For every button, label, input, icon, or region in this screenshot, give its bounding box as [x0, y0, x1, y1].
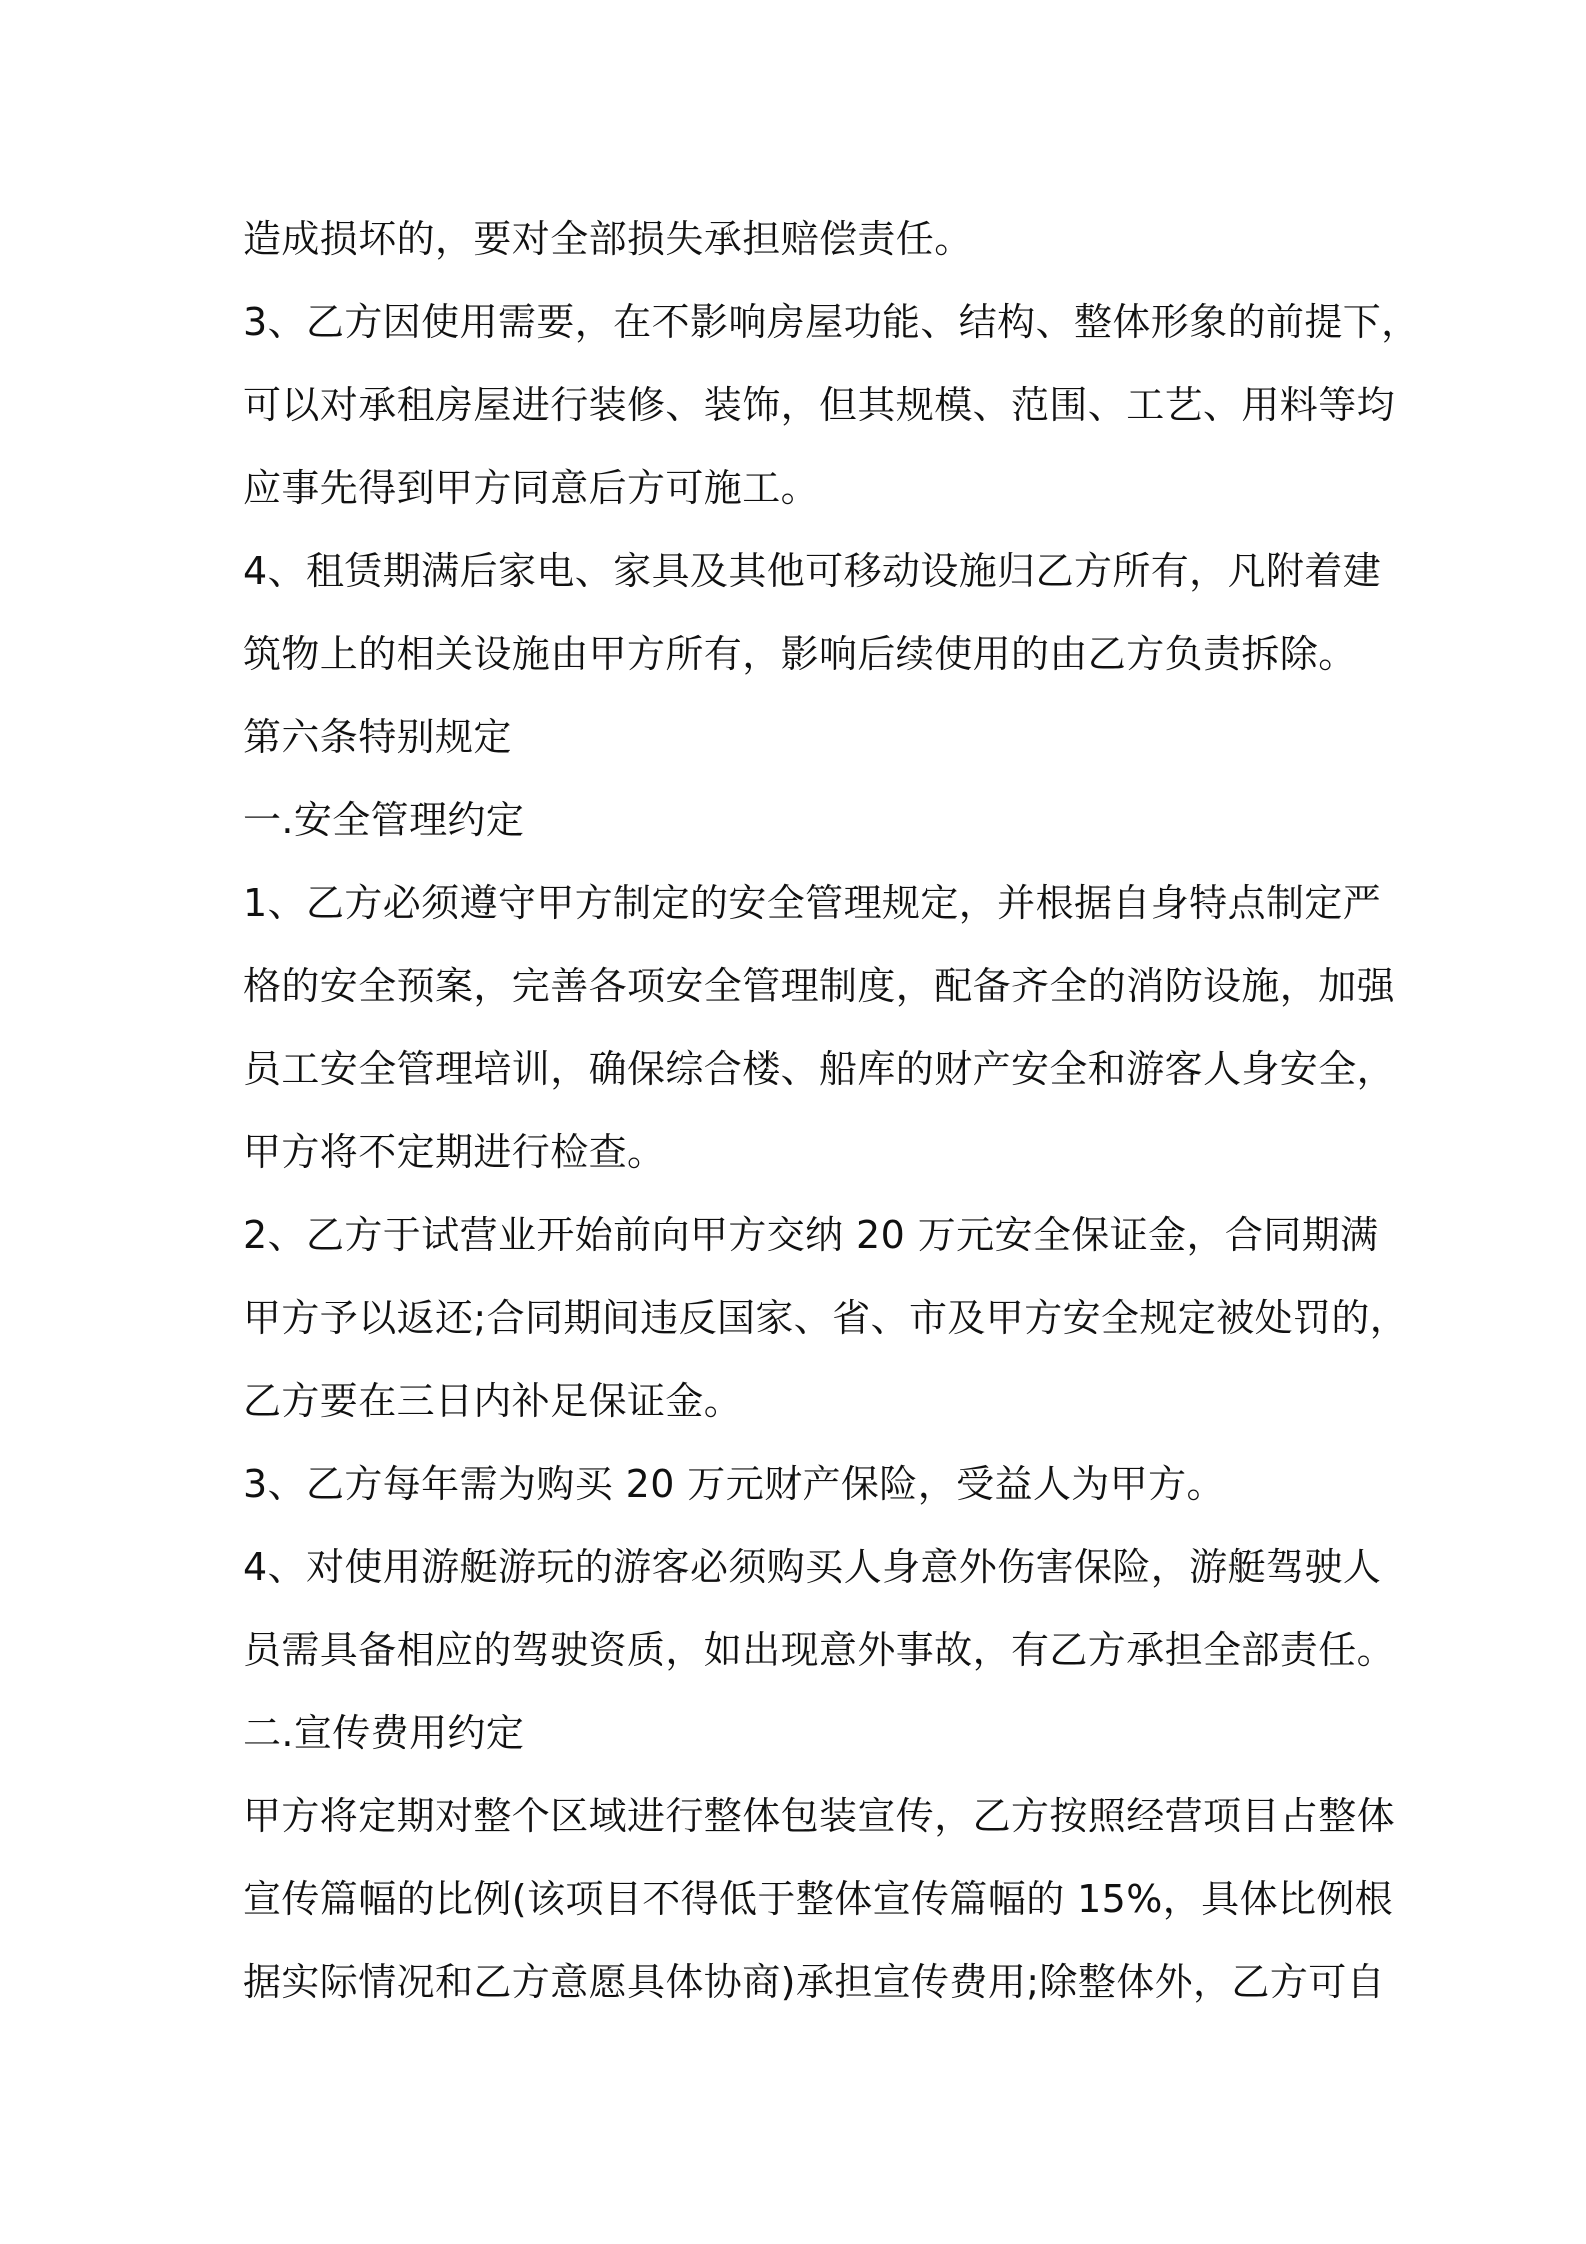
text-line: 员需具备相应的驾驶资质，如出现意外事故，有乙方承担全部责任。 [243, 1628, 1396, 1672]
text-line: 2、乙方于试营业开始前向甲方交纳 20 万元安全保证金，合同期满 [243, 1213, 1379, 1257]
document-body [243, 198, 1420, 2024]
text-line: 据实际情况和乙方意愿具体协商)承担宣传费用;除整体外，乙方可自 [243, 1960, 1386, 2004]
text-line: 造成损坏的，要对全部损失承担赔偿责任。 [243, 217, 973, 261]
text-line: 应事先得到甲方同意后方可施工。 [243, 466, 820, 510]
text-line: 3、乙方因使用需要，在不影响房屋功能、结构、整体形象的前提下， [243, 300, 1420, 344]
section-heading: 第六条特别规定 [243, 715, 512, 759]
text-line: 格的安全预案，完善各项安全管理制度，配备齐全的消防设施，加强 [243, 964, 1396, 1008]
text-line: 筑物上的相关设施由甲方所有，影响后续使用的由乙方负责拆除。 [243, 632, 1357, 676]
text-line: 甲方予以返还;合同期间违反国家、省、市及甲方安全规定被处罚的， [243, 1296, 1409, 1340]
subsection-heading: 一.安全管理约定 [243, 798, 525, 842]
text-line: 甲方将不定期进行检查。 [243, 1130, 666, 1174]
text-line: 宣传篇幅的比例(该项目不得低于整体宣传篇幅的 15%，具体比例根 [243, 1877, 1394, 1921]
subsection-heading: 二.宣传费用约定 [243, 1711, 525, 1755]
text-line: 4、租赁期满后家电、家具及其他可移动设施归乙方所有，凡附着建 [243, 549, 1382, 593]
text-line: 4、对使用游艇游玩的游客必须购买人身意外伤害保险，游艇驾驶人 [243, 1545, 1382, 1589]
text-line: 员工安全管理培训，确保综合楼、船库的财产安全和游客人身安全， [243, 1047, 1396, 1091]
text-line: 可以对承租房屋进行装修、装饰，但其规模、范围、工艺、用料等均 [243, 383, 1396, 427]
text-line: 乙方要在三日内补足保证金。 [243, 1379, 743, 1423]
text-line: 甲方将定期对整个区域进行整体包装宣传，乙方按照经营项目占整体 [243, 1794, 1396, 1838]
text-line: 3、乙方每年需为购买 20 万元财产保险，受益人为甲方。 [243, 1462, 1225, 1506]
text-line: 1、乙方必须遵守甲方制定的安全管理规定，并根据自身特点制定严 [243, 881, 1382, 925]
